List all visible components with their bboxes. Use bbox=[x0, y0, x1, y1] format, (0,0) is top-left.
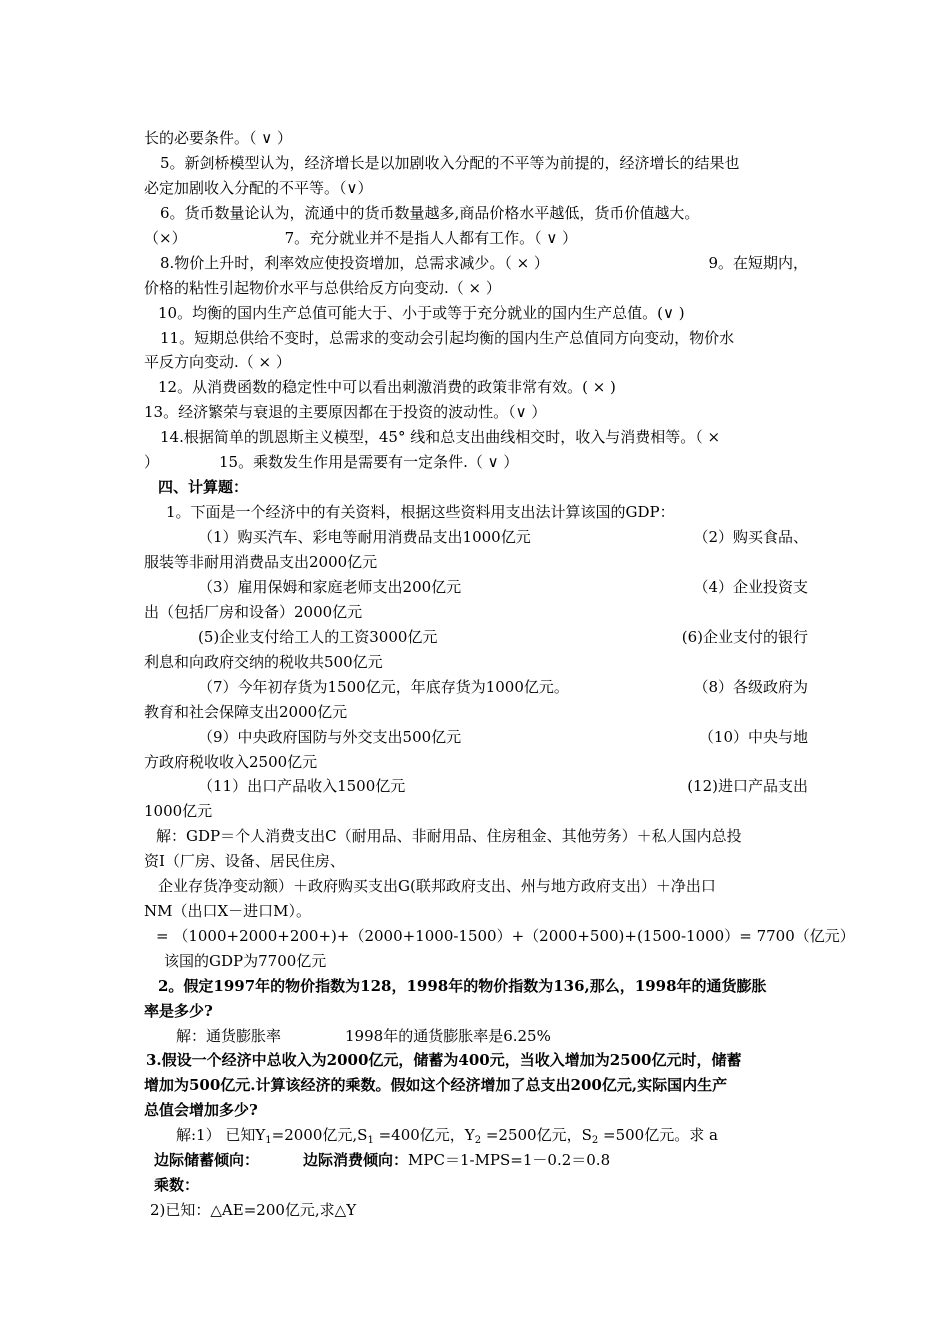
data-item: (5)企业支付给工人的工资3000亿元 bbox=[198, 628, 438, 646]
judgment-line: 必定加剧收入分配的不平等。（∨） bbox=[144, 179, 373, 197]
solution-line bbox=[154, 1148, 808, 1172]
data-item-row bbox=[198, 525, 808, 549]
data-item-row bbox=[198, 675, 808, 699]
judgment-line: 平反方向变动.（ × ） bbox=[144, 353, 291, 371]
data-item: （9）中央政府国防与外交支出500亿元 bbox=[198, 728, 462, 746]
data-item: （7）今年初存货为1500亿元，年底存货为1000亿元。 bbox=[198, 678, 569, 696]
solution-answer: 该国的GDP为7700亿元 bbox=[164, 952, 327, 970]
question-title: 率是多少? bbox=[144, 1002, 213, 1020]
subscript: 1 bbox=[367, 1135, 374, 1146]
question-title: 2。假定1997年的物价指数为128，1998年的物价指数为136,那么，1998年的通货膨胀 bbox=[158, 977, 767, 995]
solution-label: 解：通货膨胀率 bbox=[176, 1027, 282, 1045]
question-title: 3.假设一个经济中总收入为2000亿元，储蓄为400元，当收入增加为2500亿元时，储蓄 bbox=[146, 1051, 742, 1069]
mpc-label: 边际消费倾向： bbox=[303, 1151, 409, 1169]
question-title: 总值会增加多少? bbox=[144, 1101, 258, 1119]
data-item-row bbox=[198, 725, 808, 749]
judgment-item: 9。在短期内， bbox=[708, 254, 808, 272]
data-item-cont: 服装等非耐用消费品支出2000亿元 bbox=[144, 553, 378, 571]
given-text: 解:1） 已知Y bbox=[176, 1126, 266, 1144]
subscript: 2 bbox=[591, 1135, 599, 1146]
data-item: （11）出口产品收入1500亿元 bbox=[198, 777, 406, 795]
solution-line: 企业存货净变动额）＋政府购买支出G(联邦政府支出、州与地方政府支出）＋净出口 bbox=[158, 877, 716, 895]
solution-line: NM（出口X－进口M）。 bbox=[144, 902, 312, 920]
given-text: =2500亿元，S bbox=[481, 1126, 592, 1144]
section-heading: 四、计算题： bbox=[158, 478, 249, 496]
judgment-line: 11。短期总供给不变时，总需求的变动会引起均衡的国内生产总值同方向变动，物价水 bbox=[160, 329, 735, 347]
data-item: （4）企业投资支 bbox=[693, 578, 808, 596]
data-item-row bbox=[198, 774, 808, 798]
data-item-cont: 1000亿元 bbox=[144, 802, 213, 820]
data-item-row bbox=[198, 575, 808, 599]
solution-formula: = （1000+2000+200+)+（2000+1000-1500）+（2000+500)+(1500-1000）= 7700（亿元） bbox=[156, 927, 855, 945]
data-item: （2）购买食品、 bbox=[693, 528, 808, 546]
judgment-line bbox=[144, 450, 808, 474]
given-text: =500亿元。求 a bbox=[598, 1126, 718, 1144]
data-item-cont: 方政府税收收入2500亿元 bbox=[144, 753, 318, 771]
judgment-line: 价格的粘性引起物价水平与总供给反方向变动.（ × ） bbox=[144, 279, 501, 297]
data-item: （8）各级政府为 bbox=[693, 678, 808, 696]
judgment-item: 8.物价上升时，利率效应使投资增加，总需求减少。（ × ） bbox=[160, 254, 549, 272]
data-item-row bbox=[198, 625, 808, 649]
data-item: (6)企业支付的银行 bbox=[681, 628, 808, 646]
solution-line bbox=[176, 1024, 808, 1048]
judgment-answer: ） bbox=[144, 453, 160, 471]
judgment-line: 10。均衡的国内生产总值可能大于、小于或等于充分就业的国内生产总值。(∨ ) bbox=[158, 304, 685, 322]
subscript: 1 bbox=[265, 1135, 272, 1146]
solution-answer: 1998年的通货膨胀率是6.25% bbox=[345, 1027, 551, 1045]
judgment-line: 6。货币数量论认为，流通中的货币数量越多,商品价格水平越低，货币价值越大。 bbox=[160, 204, 700, 222]
data-item-cont: 教育和社会保障支出2000亿元 bbox=[144, 703, 348, 721]
judgment-line bbox=[160, 251, 808, 275]
judgment-line: 长的必要条件。（ ∨ ） bbox=[144, 129, 293, 147]
judgment-line bbox=[144, 226, 808, 250]
given-text: =2000亿元,S bbox=[271, 1126, 368, 1144]
data-item: （3）雇用保姆和家庭老师支出200亿元 bbox=[198, 578, 462, 596]
question-title: 增加为500亿元.计算该经济的乘数。假如这个经济增加了总支出200亿元,实际国内生产 bbox=[144, 1076, 728, 1094]
given-text: =400亿元，Y bbox=[373, 1126, 475, 1144]
question-intro: 1。下面是一个经济中的有关资料，根据这些资料用支出法计算该国的GDP： bbox=[166, 503, 675, 521]
data-item: （1）购买汽车、彩电等耐用消费品支出1000亿元 bbox=[198, 528, 531, 546]
judgment-answer: （×） bbox=[144, 229, 187, 247]
data-item: （10）中央与地 bbox=[698, 728, 808, 746]
judgment-item: 15。乘数发生作用是需要有一定条件.（ ∨ ） bbox=[219, 453, 519, 471]
data-item-cont: 利息和向政府交纳的税收共500亿元 bbox=[144, 653, 383, 671]
subscript: 2 bbox=[474, 1135, 482, 1146]
solution-line: 资I（厂房、设备、居民住房、 bbox=[144, 852, 345, 870]
multiplier-label: 乘数： bbox=[154, 1176, 200, 1194]
data-item: (12)进口产品支出 bbox=[687, 777, 808, 795]
judgment-line: 13。经济繁荣与衰退的主要原因都在于投资的波动性。（∨ ） bbox=[144, 403, 547, 421]
judgment-line: 14.根据简单的凯恩斯主义模型，45° 线和总支出曲线相交时，收入与消费相等。（ × bbox=[160, 428, 721, 446]
mps-label: 边际储蓄倾向： bbox=[154, 1151, 260, 1169]
judgment-line: 5。新剑桥模型认为，经济增长是以加剧收入分配的不平等为前提的，经济增长的结果也 bbox=[160, 154, 740, 172]
judgment-item: 7。充分就业并不是指人人都有工作。（ ∨ ） bbox=[284, 229, 578, 247]
judgment-line: 12。从消费函数的稳定性中可以看出刺激消费的政策非常有效。( × ) bbox=[158, 378, 616, 396]
solution-line: 解：GDP＝个人消费支出C（耐用品、非耐用品、住房租金、其他劳务）＋私人国内总投 bbox=[156, 827, 742, 845]
mpc-value: MPC＝1-MPS=1－0.2＝0.8 bbox=[408, 1151, 611, 1169]
solution-line: 2)已知：△AE=200亿元,求△Y bbox=[150, 1201, 357, 1219]
data-item-cont: 出（包括厂房和设备）2000亿元 bbox=[144, 603, 363, 621]
